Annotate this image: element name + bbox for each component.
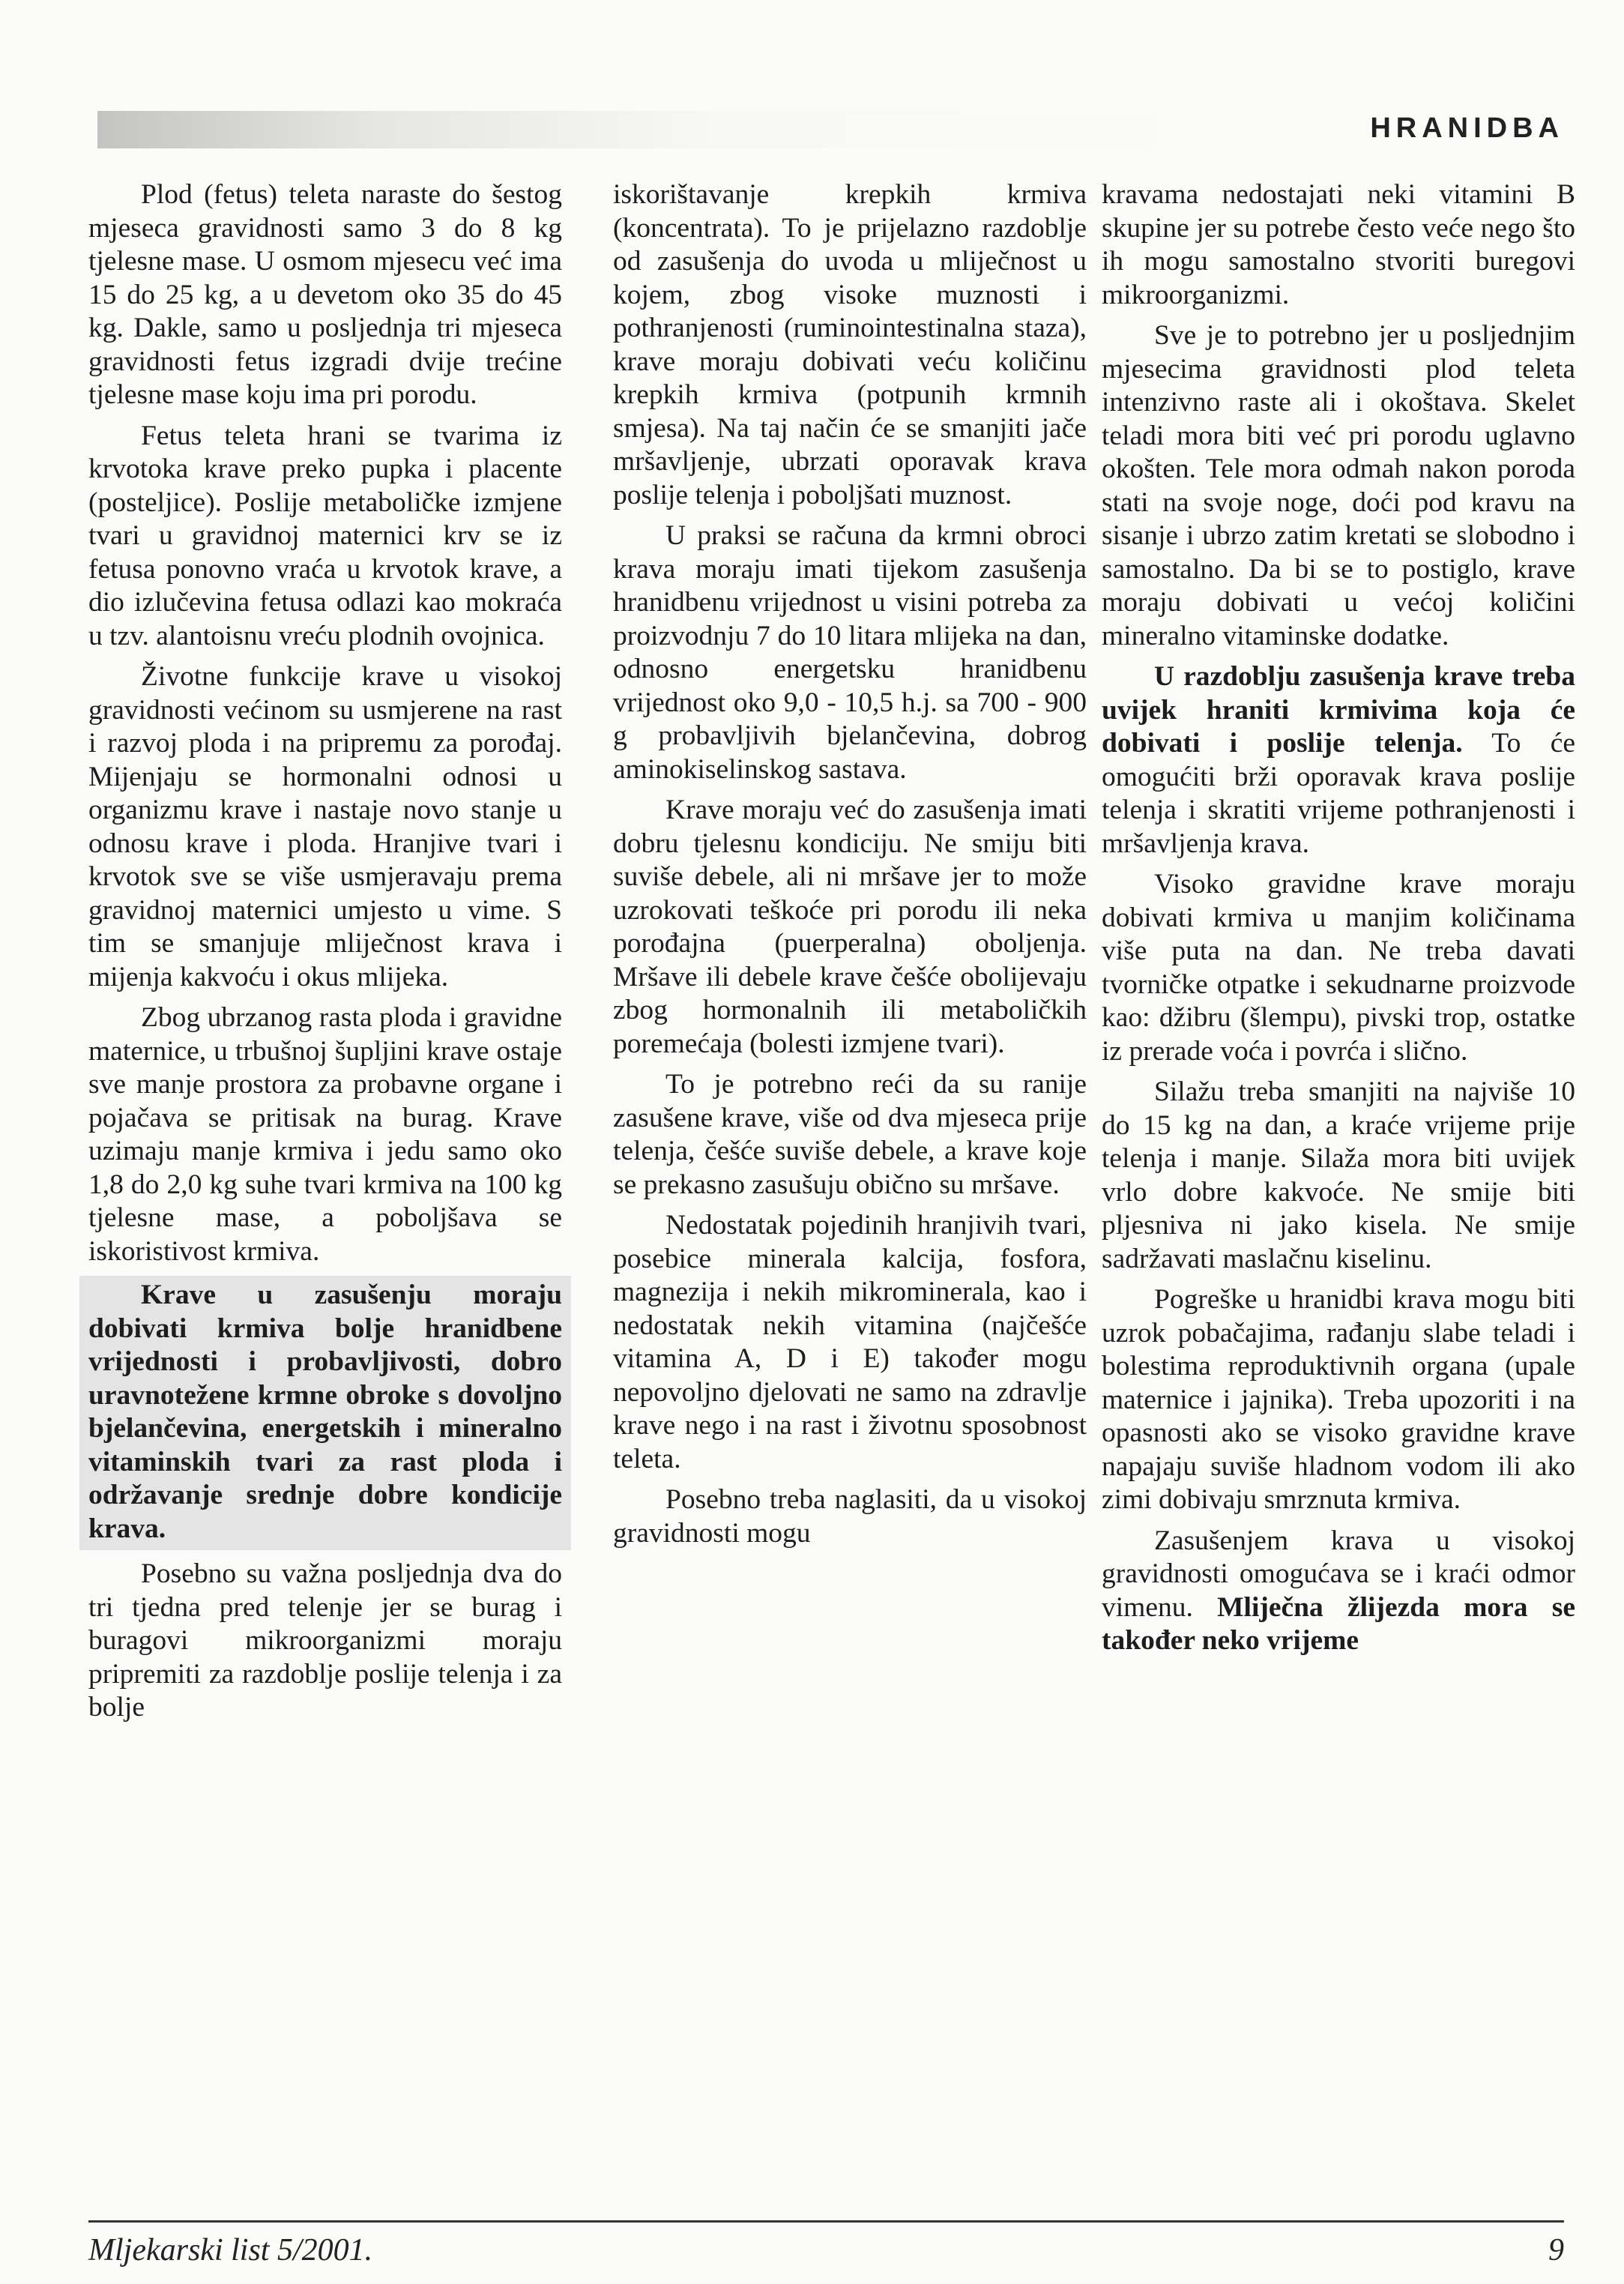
paragraph-mixed xyxy=(1102,1525,1575,1658)
paragraph-lead: Zasušenjem krava u visokoj gravidnosti omogućava se i kraći odmor vimenu. xyxy=(1102,1525,1575,1623)
paragraph: Fetus teleta hrani se tvarima iz krvotoka krave preko pupka i placente (posteljice). Poslije metaboličke izmjene tvari u gravidnoj maternici krv se iz fetusa ponovno vraća u krvotok krave, a dio izlučevina fetusa odlazi kao mokraća u tzv. alantoisnu vreću plodnih ovojnica. xyxy=(88,420,562,651)
page-number: 9 xyxy=(1548,2233,1564,2268)
paragraph: Silažu treba smanjiti na najviše 10 do 15 kg na dan, a kraće vrijeme prije telenja i manje. Silaža mora biti uvijek vrlo dobre kakvoće. Ne smije biti pljesniva ni jako kisela. Ne smije sadržavati maslačnu kiselinu. xyxy=(1102,1076,1575,1274)
highlighted-paragraph: Krave u zasušenju moraju dobivati krmiva bolje hranidbene vrijednosti i probavljivosti, dobro uravnotežene krmne obroke s dovoljno bjelančevina, energetskih i mineralno vitaminskih tvari za rast ploda i održavanje srednje dobre kondicije krava. xyxy=(79,1276,571,1550)
paragraph: Visoko gravidne krave moraju dobivati krmiva u manjim količinama više puta na dan. Ne treba davati tvorničke otpatke i sekudnarne proizvode kao: džibru (šlempu), pivski trop, ostatke iz prerade voća i povrća i slično. xyxy=(1102,869,1575,1067)
paragraph: To je potrebno reći da su ranije zasušene krave, više od dva mjeseca prije telenja, češće suviše debele, a krave koje se prekasno zasušuju obično su mršave. xyxy=(613,1069,1087,1200)
header-print-smudge xyxy=(97,111,1222,148)
paragraph: Zbog ubrzanog rasta ploda i gravidne maternice, u trbušnoj šupljini krave ostaje sve manje prostora za probavne organe i pojačava se pritisak na burag. Krave uzimaju manje krmiva i jedu samo oko 1,8 do 2,0 kg suhe tvari krmiva na 100 kg tjelesne mase, a poboljšava se iskoristivost krmiva. xyxy=(88,1002,562,1267)
paragraph-continued: kravama nedostajati neki vitamini B skupine jer su potrebe često veće nego što ih mogu samostalno stvoriti buregovi mikroorganizmi. xyxy=(1102,179,1575,310)
text-column-3 xyxy=(1102,178,1575,1666)
paragraph: Pogreške u hranidbi krava mogu biti uzrok pobačajima, rađanju slabe teladi i bolestima reproduktivnih organa (upale maternice i jajnika). Treba upozoriti i na opasnosti ako se visoko gravidne krave napajaju suviše hladnom vodom ili ako zimi dobivaju smrznuta krmiva. xyxy=(1102,1284,1575,1515)
paragraph: Životne funkcije krave u visokoj gravidnosti većinom su usmjerene na rast i razvoj ploda i na pripremu za porođaj. Mijenjaju se hormonalni odnosi u organizmu krave i nastaje novo stanje u odnosu krave i ploda. Hranjive tvari i krvotok sve se više usmjeravaju prema gravidnoj maternici umjesto u vime. S tim se smanjuje mliječnost krava i mijenja kakvoću i okus mlijeka. xyxy=(88,661,562,992)
paragraph: Posebno su važna posljednja dva do tri tjedna pred telenje jer se burag i buragovi mikroorganizmi moraju pripremiti za razdoblje poslije telenja i za bolje xyxy=(88,1558,562,1723)
section-label: HRANIDBA xyxy=(1370,112,1564,144)
paragraph: Sve je to potrebno jer u posljednjim mjesecima gravidnosti plod teleta intenzivno raste ali i okoštava. Skelet teladi mora biti već pri porodu uglavno okošten. Tele mora odmah nakon poroda stati na svoje noge, doći pod kravu na sisanje i ubrzo zatim kretati se slobodno i samostalno. Da bi se to postiglo, krave moraju dobivati u većoj količini mineralno vitaminske dodatke. xyxy=(1102,320,1575,651)
paragraph-tail: To će omogućiti brži oporavak krava poslije telenja i skratiti vrijeme pothranjenosti i mršavljenja krava. xyxy=(1102,728,1575,859)
paragraph: Plod (fetus) teleta naraste do šestog mjeseca gravidnosti samo 3 do 8 kg tjelesne mase. U osmom mjesecu već ima 15 do 25 kg, a u devetom oko 35 do 45 kg. Dakle, samo u posljednja tri mjeseca gravidnosti fetus izgradi dvije trećine tjelesne mase koju ima pri porodu. xyxy=(88,179,562,410)
paragraph-continued: iskorištavanje krepkih krmiva (koncentrata). To je prijelazno razdoblje od zasušenja do uvoda u mliječnost u kojem, zbog visoke muznosti i pothranjenosti (ruminointestinalna staza), krave moraju dobivati veću količinu krepkih krmiva (potpunih krmnih smjesa). Na taj način će se smanjiti jače mršavljenje, ubrzati oporavak krava poslije telenja i poboljšati muznost. xyxy=(613,179,1087,510)
footer-divider xyxy=(88,2220,1564,2223)
bold-tail: Mliječna žlijezda mora se također neko vrijeme xyxy=(1102,1591,1575,1656)
text-column-2 xyxy=(613,178,1087,1558)
text-column-1 xyxy=(88,178,562,1732)
paragraph: Posebno treba naglasiti, da u visokoj gravidnosti mogu xyxy=(613,1484,1087,1549)
paragraph: Nedostatak pojedinih hranjivih tvari, posebice minerala kalcija, fosfora, magnezija i nekih mikrominerala, kao i nedostatak nekih vitamina (najčešće vitamina A, D i E) također mogu nepovoljno djelovati ne samo na zdravlje krave nego i na rast i životnu sposobnost teleta. xyxy=(613,1210,1087,1474)
paragraph: Krave moraju već do zasušenja imati dobru tjelesnu kondiciju. Ne smiju biti suviše debele, ali ni mršave jer to može uzrokovati teškoće pri porodu ili neka porođajna (puerperalna) oboljenja. Mršave ili debele krave češće obolijevaju zbog hormonalnih ili metaboličkih poremećaja (bolesti izmjene tvari). xyxy=(613,795,1087,1059)
paragraph: U praksi se računa da krmni obroci krava moraju imati tijekom zasušenja hranidbenu vrijednost u visini potreba za proizvodnju 7 do 10 litara mlijeka na dan, odnosno energetsku hranidbenu vrijednost oko 9,0 - 10,5 h.j. sa 700 - 900 g probavljivih bjelančevina, dobrog aminokiselinskog sastava. xyxy=(613,520,1087,785)
paragraph-mixed xyxy=(1102,660,1575,861)
bold-lead: U razdoblju zasušenja krave treba uvijek hraniti krmivima koja će dobivati i poslije telenja. xyxy=(1102,661,1575,759)
footer-journal-issue: Mljekarski list 5/2001. xyxy=(88,2233,373,2268)
